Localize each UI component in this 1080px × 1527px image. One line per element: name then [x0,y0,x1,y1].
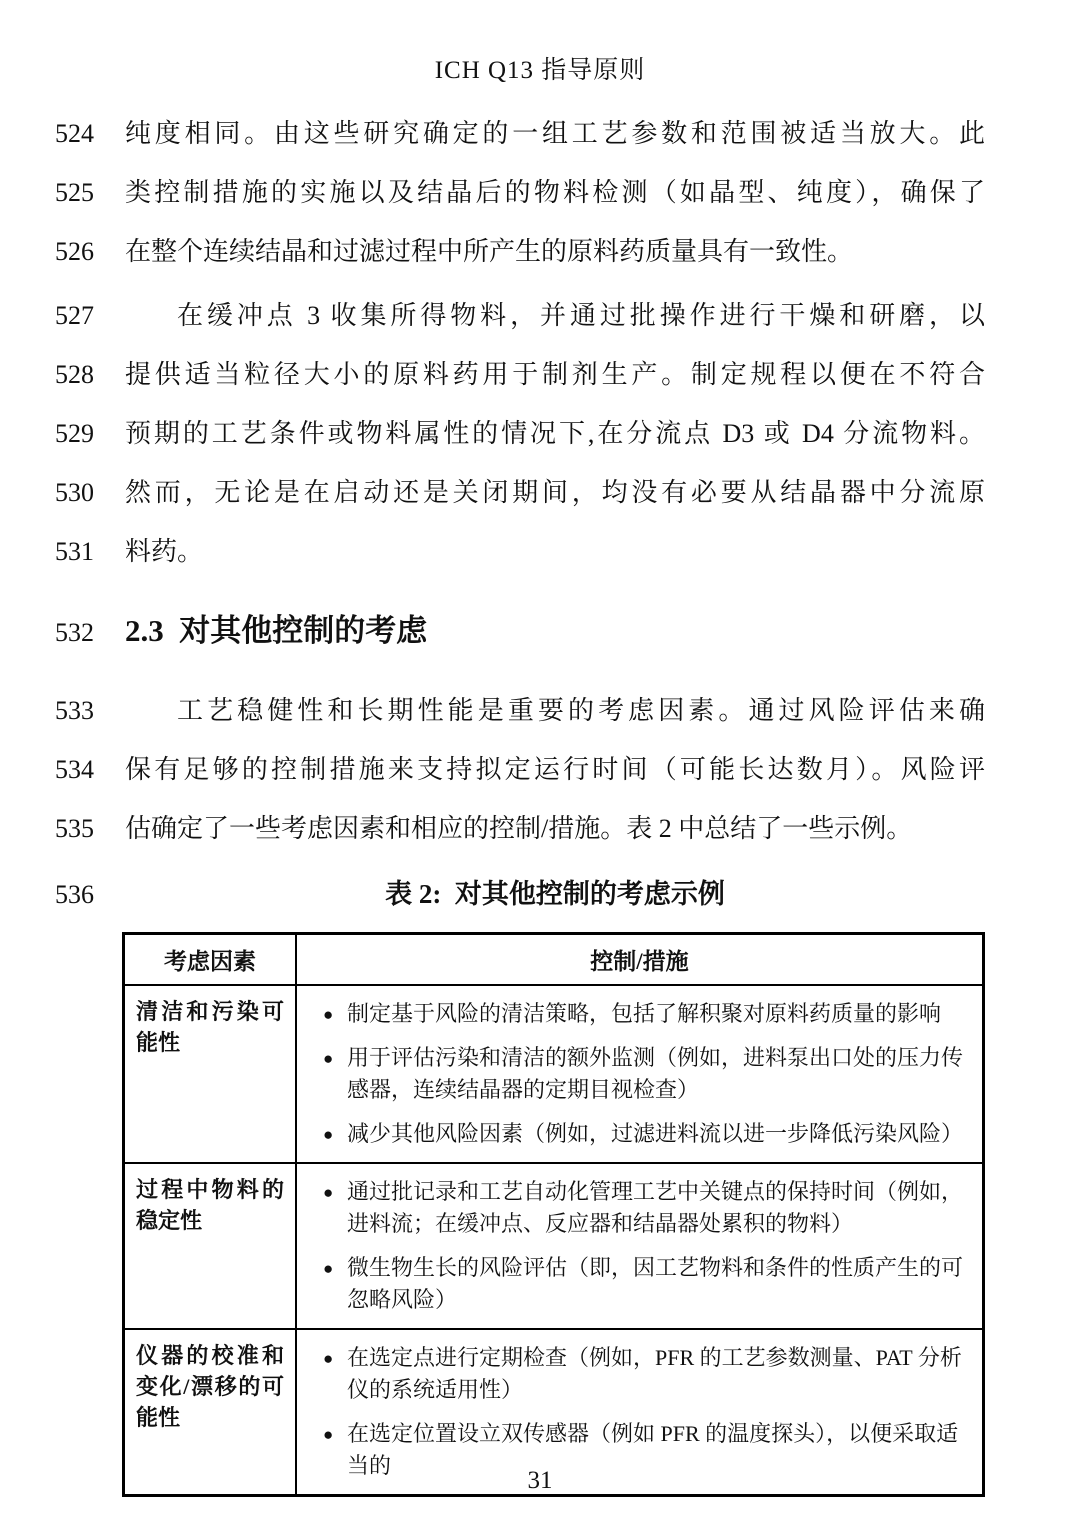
paragraph [55,681,985,858]
document-line [55,799,985,858]
document-line [55,740,985,799]
line-text: 提供适当粒径大小的原料药用于制剂生产。制定规程以便在不符合 [125,360,985,389]
document-line [55,163,985,222]
line-text: 工艺稳健性和长期性能是重要的考虑因素。通过风险评估来确 [177,696,985,725]
line-number: 526 [55,237,94,266]
document-line [55,286,985,345]
paragraph [55,286,985,581]
measures-list [323,1176,964,1316]
table-header-controls: 控制/措施 [296,934,984,986]
bullet-icon: ● [323,1349,334,1368]
line-number: 532 [55,618,94,647]
line-number: 525 [55,178,94,207]
bullet-icon: ● [323,1005,334,1024]
table-row [124,1163,984,1329]
bullet-icon: ● [323,1183,334,1202]
measure-text: 用于评估污染和清洁的额外监测（例如，进料泵出口处的压力传感器，连续结晶器的定期目视检查） [347,1045,964,1102]
table-row [124,985,984,1163]
document-line [55,463,985,522]
factor-cell: 仪器的校准和变化/漂移的可能性 [124,1329,297,1496]
table-container [122,932,985,1497]
measure-item [323,998,964,1030]
document-line [55,222,985,281]
measure-item [323,1176,964,1240]
measures-list [323,998,964,1150]
page-header-title: ICH Q13 指导原则 [434,57,646,84]
measure-item [323,1118,964,1150]
section-heading: 2.3 对其他控制的考虑 [125,613,428,648]
line-text: 估确定了一些考虑因素和相应的控制/措施。表 2 中总结了一些示例。 [125,814,913,843]
measure-text: 在选定位置设立双传感器（例如 PFR 的温度探头），以便采取适当的 [347,1421,959,1478]
page-number: 31 [527,1467,553,1494]
table-header-factor: 考虑因素 [124,934,297,986]
document-line [55,681,985,740]
measure-item [323,1342,964,1406]
bullet-icon: ● [323,1125,334,1144]
table-caption-row [55,863,985,926]
line-text: 保有足够的控制措施来支持拟定运行时间（可能长达数月）。风险评 [125,755,985,784]
measures-cell [296,1163,984,1329]
line-text: 在缓冲点 3 收集所得物料，并通过批操作进行干燥和研磨，以 [177,301,985,330]
document-line [55,522,985,581]
line-number: 529 [55,419,94,448]
line-text: 料药。 [125,537,204,566]
section-heading-row [55,589,985,675]
measures-cell [296,985,984,1163]
line-number: 527 [55,301,94,330]
measure-text: 制定基于风险的清洁策略，包括了解积聚对原料药质量的影响 [347,1001,942,1026]
measure-text: 微生物生长的风险评估（即，因工艺物料和条件的性质产生的可忽略风险） [347,1255,964,1312]
measure-item [323,1042,964,1106]
measure-text: 减少其他风险因素（例如，过滤进料流以进一步降低污染风险） [347,1121,964,1146]
line-number: 534 [55,755,94,784]
bullet-icon: ● [323,1425,334,1444]
document-line [55,404,985,463]
line-text: 纯度相同。由这些研究确定的一组工艺参数和范围被适当放大。此 [125,119,985,148]
line-number: 535 [55,814,94,843]
table-caption: 表 2: 对其他控制的考虑示例 [385,879,725,909]
bullet-icon: ● [323,1049,334,1068]
line-text: 在整个连续结晶和过滤过程中所产生的原料药质量具有一致性。 [125,237,854,266]
line-number: 530 [55,478,94,507]
paragraph [55,104,985,281]
document-content [0,104,1080,1497]
measures-list [323,1342,964,1482]
line-number: 531 [55,537,94,566]
factor-cell: 过程中物料的稳定性 [124,1163,297,1329]
document-line [55,104,985,163]
line-number: 524 [55,119,94,148]
factor-cell: 清洁和污染可能性 [124,985,297,1163]
line-text: 类控制措施的实施以及结晶后的物料检测（如晶型、纯度），确保了 [125,178,985,207]
line-number: 536 [55,880,94,909]
line-text: 预期的工艺条件或物料属性的情况下,在分流点 D3 或 D4 分流物料。 [125,419,985,448]
measure-text: 在选定点进行定期检查（例如，PFR 的工艺参数测量、PAT 分析仪的系统适用性） [347,1345,962,1402]
bullet-icon: ● [323,1259,334,1278]
table-header-row [124,934,984,986]
line-number: 533 [55,696,94,725]
document-line [55,345,985,404]
controls-table [122,932,985,1497]
line-number: 528 [55,360,94,389]
line-text: 然而，无论是在启动还是关闭期间，均没有必要从结晶器中分流原 [125,478,985,507]
measure-text: 通过批记录和工艺自动化管理工艺中关键点的保持时间（例如，进料流；在缓冲点、反应器和结晶器处累积的物料） [347,1179,964,1236]
measure-item [323,1252,964,1316]
